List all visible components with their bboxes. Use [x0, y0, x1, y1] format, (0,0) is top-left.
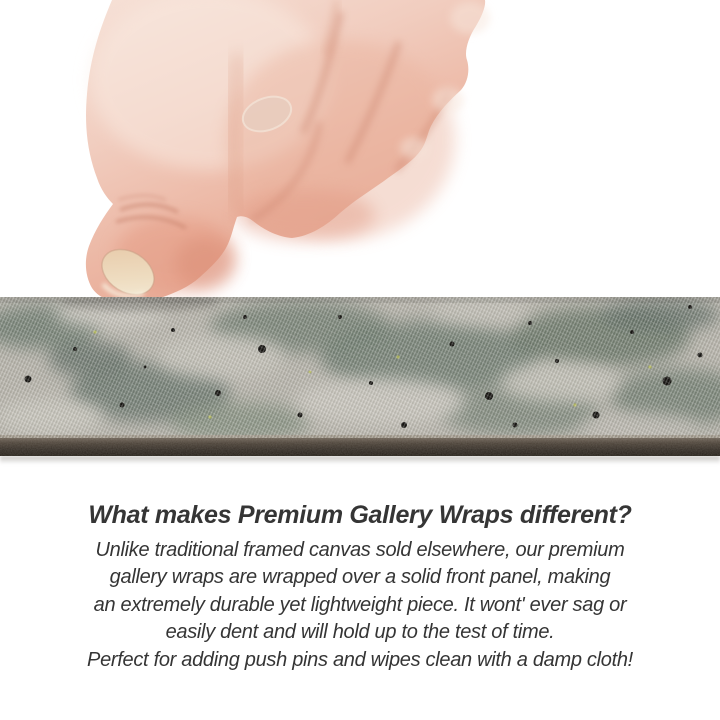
headline: What makes Premium Gallery Wraps different?: [88, 501, 632, 529]
copy-line-4: easily dent and will hold up to the test of time.: [165, 621, 555, 644]
palm-crease: [232, 55, 239, 210]
canvas-texture: [0, 297, 720, 445]
copy-line-2: gallery wraps are wrapped over a solid front panel, making: [109, 566, 611, 589]
canvas-wrap-edge-photo: [0, 297, 720, 456]
marketing-copy: [0, 499, 720, 674]
canvas-shadow: [0, 456, 720, 464]
copy-line-5: Perfect for adding push pins and wipes clean with a damp cloth!: [87, 648, 633, 671]
copy-line-3: an extremely durable yet lightweight piece. It wont' ever sag or: [93, 593, 627, 616]
hand-photo: [0, 0, 720, 310]
finger-bottom-shading: [235, 189, 375, 241]
copy-line-1: Unlike traditional framed canvas sold elsewhere, our premium: [95, 539, 625, 561]
canvas-edge: [0, 435, 720, 456]
